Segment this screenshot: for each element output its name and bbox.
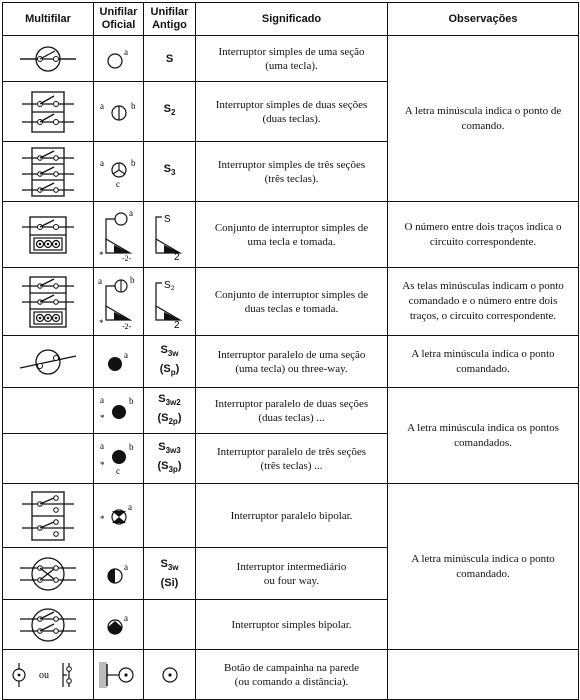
multifilar-cell bbox=[3, 650, 94, 700]
observation-cell: A letra minúscula indica os pontos comandados. bbox=[388, 388, 579, 484]
four-way-switch-multiwire-icon bbox=[18, 555, 78, 593]
antigo-cell: $S_{3w2}$ $(S_{2p})$ bbox=[144, 388, 196, 434]
meaning-cell: Botão de campainha na parede (ou comando a distância). bbox=[196, 650, 388, 700]
table-row bbox=[3, 484, 579, 548]
antigo-cell bbox=[144, 600, 196, 650]
bipolar-parallel-switch-icon bbox=[97, 500, 141, 532]
multifilar-cell bbox=[3, 202, 94, 268]
header-significado: Significado bbox=[196, 3, 388, 36]
svg-text:*: * bbox=[99, 459, 104, 470]
antigo-cell: $S_2$ bbox=[144, 82, 196, 142]
svg-text:b: b bbox=[128, 395, 133, 406]
svg-text:a: a bbox=[99, 100, 104, 111]
old-two-switch-socket-icon bbox=[150, 274, 190, 330]
bell-button-multiwire-icon bbox=[5, 660, 91, 690]
table-row bbox=[3, 36, 579, 82]
oficial-cell bbox=[94, 82, 144, 142]
svg-text:2: 2 bbox=[170, 285, 174, 292]
svg-text:a: a bbox=[99, 394, 104, 405]
two-switch-socket-icon bbox=[96, 274, 142, 330]
oficial-cell bbox=[94, 434, 144, 484]
svg-text:b: b bbox=[129, 274, 134, 285]
table-row bbox=[3, 650, 579, 700]
table-row bbox=[3, 336, 579, 388]
antigo-cell: $S_{3w}$ $(S_p)$ bbox=[144, 336, 196, 388]
observation-cell: A letra minúscula indica o ponto comandado. bbox=[388, 484, 579, 650]
meaning-cell: Interruptor simples de uma seção (uma tecla). bbox=[196, 36, 388, 82]
svg-text:b: b bbox=[130, 100, 135, 111]
svg-text:*: * bbox=[99, 412, 104, 423]
multifilar-cell bbox=[3, 434, 94, 484]
svg-text:a: a bbox=[123, 612, 128, 623]
oficial-cell bbox=[94, 484, 144, 548]
bipolar-switch-multiwire-icon bbox=[18, 606, 78, 644]
svg-text:*: * bbox=[98, 317, 103, 328]
antigo-cell: S bbox=[144, 36, 196, 82]
multifilar-cell bbox=[3, 336, 94, 388]
meaning-cell: Interruptor paralelo de duas seções (duas teclas) ... bbox=[196, 388, 388, 434]
table-row bbox=[3, 202, 579, 268]
svg-text:c: c bbox=[115, 178, 120, 189]
multifilar-cell bbox=[3, 548, 94, 600]
svg-text:c: c bbox=[115, 465, 120, 476]
multifilar-cell bbox=[3, 388, 94, 434]
multifilar-cell bbox=[3, 82, 94, 142]
svg-text:*: * bbox=[99, 513, 104, 524]
header-observacoes: Observações bbox=[388, 3, 579, 36]
parallel-switch-icon bbox=[99, 348, 139, 376]
meaning-cell: Interruptor paralelo de uma seção (uma tecla) ou three-way. bbox=[196, 336, 388, 388]
svg-text:a: a bbox=[97, 275, 102, 286]
simple-switch-icon bbox=[99, 45, 139, 73]
oficial-cell bbox=[94, 600, 144, 650]
header-unifilar-oficial: Unifilar Oficial bbox=[94, 3, 144, 36]
oficial-cell bbox=[94, 388, 144, 434]
oficial-cell bbox=[94, 202, 144, 268]
header-row bbox=[3, 3, 579, 36]
multifilar-cell bbox=[3, 36, 94, 82]
oficial-cell bbox=[94, 650, 144, 700]
antigo-cell: $S_{3w3}$ $(S_{3p})$ bbox=[144, 434, 196, 484]
meaning-cell: Conjunto de interruptor simples de duas teclas e tomada. bbox=[196, 268, 388, 336]
two-section-switch-multiwire-icon bbox=[18, 87, 78, 137]
svg-text:S: S bbox=[163, 213, 171, 225]
table-row bbox=[3, 268, 579, 336]
switch-socket-multiwire-icon bbox=[18, 213, 78, 257]
parallel-three-section-switch-icon bbox=[97, 441, 141, 477]
bipolar-parallel-switch-multiwire-icon bbox=[18, 489, 78, 543]
oficial-cell bbox=[94, 36, 144, 82]
parallel-two-section-switch-icon bbox=[97, 395, 141, 427]
symbol-table bbox=[2, 2, 579, 700]
oficial-cell bbox=[94, 268, 144, 336]
observation-cell: A letra minúscula indica o ponto de comando. bbox=[388, 36, 579, 202]
meaning-cell: Interruptor paralelo de três seções (três teclas) ... bbox=[196, 434, 388, 484]
svg-text:a: a bbox=[99, 440, 104, 451]
multifilar-cell bbox=[3, 142, 94, 202]
svg-text:*: * bbox=[98, 249, 103, 260]
oficial-cell bbox=[94, 142, 144, 202]
svg-text:a: a bbox=[99, 157, 104, 168]
three-section-switch-icon bbox=[97, 154, 141, 190]
svg-text:a: a bbox=[127, 501, 132, 512]
svg-text:a: a bbox=[123, 561, 128, 572]
header-multifilar: Multifilar bbox=[3, 3, 94, 36]
svg-text:b: b bbox=[130, 157, 135, 168]
antigo-cell: $S_3$ bbox=[144, 142, 196, 202]
two-section-switch-icon bbox=[97, 97, 141, 127]
two-switch-socket-multiwire-icon bbox=[18, 274, 78, 330]
antigo-cell bbox=[144, 268, 196, 336]
antigo-cell bbox=[144, 202, 196, 268]
observation-cell bbox=[388, 650, 579, 700]
table-row bbox=[3, 388, 579, 434]
meaning-cell: Interruptor intermediário ou four way. bbox=[196, 548, 388, 600]
observation-cell: O número entre dois traços indica o circuito correspondente. bbox=[388, 202, 579, 268]
svg-text:b: b bbox=[128, 441, 133, 452]
svg-text:a: a bbox=[123, 349, 128, 360]
multifilar-cell bbox=[3, 268, 94, 336]
three-section-switch-multiwire-icon bbox=[18, 145, 78, 199]
old-bell-button-icon bbox=[155, 661, 185, 689]
multifilar-cell bbox=[3, 600, 94, 650]
svg-text:2: 2 bbox=[173, 319, 180, 330]
svg-text:S: S bbox=[163, 279, 171, 291]
meaning-cell: Conjunto de interruptor simples de uma tecla e tomada. bbox=[196, 202, 388, 268]
switch-socket-icon bbox=[96, 208, 142, 262]
antigo-cell bbox=[144, 484, 196, 548]
meaning-cell: Interruptor simples de duas seções (duas teclas). bbox=[196, 82, 388, 142]
antigo-cell bbox=[144, 650, 196, 700]
intermediate-switch-icon bbox=[99, 560, 139, 588]
meaning-cell: Interruptor paralelo bipolar. bbox=[196, 484, 388, 548]
svg-text:-2-: -2- bbox=[121, 253, 131, 262]
bipolar-switch-icon bbox=[99, 611, 139, 639]
svg-text:a: a bbox=[128, 207, 133, 218]
label-a: a bbox=[123, 46, 128, 57]
meaning-cell: Interruptor simples de três seções (três teclas). bbox=[196, 142, 388, 202]
meaning-cell: Interruptor simples bipolar. bbox=[196, 600, 388, 650]
svg-text:-2-: -2- bbox=[121, 321, 131, 330]
oficial-cell bbox=[94, 548, 144, 600]
oficial-cell bbox=[94, 336, 144, 388]
antigo-cell: $S_{3w}$ (Si) bbox=[144, 548, 196, 600]
switch-multiwire-icon bbox=[18, 44, 78, 74]
multifilar-cell bbox=[3, 484, 94, 548]
wall-bell-button-icon bbox=[97, 660, 141, 690]
three-way-switch-multiwire-icon bbox=[18, 347, 78, 377]
svg-text:2: 2 bbox=[173, 251, 180, 262]
observation-cell: A letra minúscula indica o ponto comandado. bbox=[388, 336, 579, 388]
header-unifilar-antigo: Unifilar Antigo bbox=[144, 3, 196, 36]
svg-text:ou: ou bbox=[39, 669, 49, 681]
old-switch-socket-icon bbox=[150, 208, 190, 262]
observation-cell: As telas minúsculas indicam o ponto comandado e o número entre dois traços, o circuito correspondente. bbox=[388, 268, 579, 336]
